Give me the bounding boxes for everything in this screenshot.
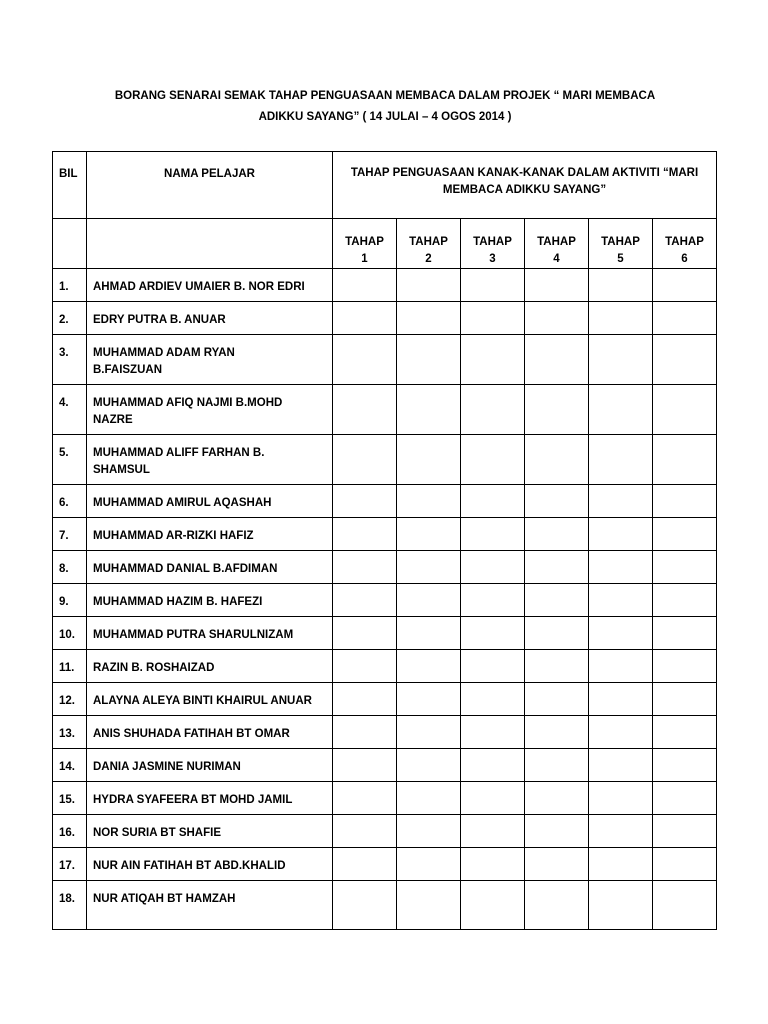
student-name (87, 749, 333, 782)
tahap-4-checkbox-cell[interactable] (525, 782, 589, 815)
tahap-1-checkbox-cell[interactable] (333, 435, 397, 485)
tahap-6-checkbox-cell[interactable] (653, 650, 717, 683)
student-name (87, 815, 333, 848)
tahap-3-checkbox-cell[interactable] (461, 335, 525, 385)
student-name-line1: NUR AIN FATIHAH BT ABD.KHALID (93, 860, 286, 872)
tahap-group-header (333, 152, 717, 219)
tahap-5-checkbox-cell[interactable] (589, 435, 653, 485)
tahap-5-checkbox-cell[interactable] (589, 335, 653, 385)
tahap-5-checkbox-cell[interactable] (589, 617, 653, 650)
form-title-line1: BORANG SENARAI SEMAK TAHAP PENGUASAAN MEMBACA DALAM PROJEK “ MARI MEMBACA (114, 90, 656, 102)
student-name (87, 302, 333, 335)
tahap-5-checkbox-cell[interactable] (589, 749, 653, 782)
tahap-6-checkbox-cell[interactable] (653, 848, 717, 881)
student-name-line1: HYDRA SYAFEERA BT MOHD JAMIL (93, 794, 293, 806)
tahap-4-checkbox-cell[interactable] (525, 716, 589, 749)
tahap-3-checkbox-cell[interactable] (461, 302, 525, 335)
tahap-6-checkbox-cell[interactable] (653, 815, 717, 848)
bil-header: BIL (53, 152, 87, 219)
student-name-line1: RAZIN B. ROSHAIZAD (93, 662, 215, 674)
tahap-6-checkbox-cell[interactable] (653, 584, 717, 617)
tahap-label: TAHAP (665, 236, 704, 248)
student-name (87, 617, 333, 650)
student-row (53, 749, 717, 782)
tahap-4-checkbox-cell[interactable] (525, 617, 589, 650)
tahap-6-checkbox-cell[interactable] (653, 716, 717, 749)
student-name-line1: MUHAMMAD PUTRA SHARULNIZAM (93, 629, 294, 641)
tahap-label: TAHAP (409, 236, 448, 248)
tahap-5-checkbox-cell[interactable] (589, 269, 653, 302)
student-bil: 7. (53, 518, 87, 551)
tahap-1-checkbox-cell[interactable] (333, 485, 397, 518)
tahap-5-checkbox-cell[interactable] (589, 584, 653, 617)
tahap-1-checkbox-cell[interactable] (333, 385, 397, 435)
form-title (60, 86, 710, 128)
bil-subheader-empty (53, 219, 87, 269)
tahap-4-checkbox-cell[interactable] (525, 302, 589, 335)
checklist-table (52, 151, 717, 930)
student-bil: 18. (53, 881, 87, 930)
tahap-5-checkbox-cell[interactable] (589, 518, 653, 551)
tahap-5-checkbox-cell[interactable] (589, 848, 653, 881)
tahap-6-header (653, 219, 717, 269)
tahap-2-checkbox-cell[interactable] (397, 848, 461, 881)
tahap-3-checkbox-cell[interactable] (461, 782, 525, 815)
tahap-2-checkbox-cell[interactable] (397, 650, 461, 683)
student-bil: 2. (53, 302, 87, 335)
tahap-1-checkbox-cell[interactable] (333, 848, 397, 881)
student-name (87, 518, 333, 551)
tahap-5-checkbox-cell[interactable] (589, 683, 653, 716)
student-row (53, 584, 717, 617)
nama-pelajar-header: NAMA PELAJAR (87, 152, 333, 219)
tahap-2-checkbox-cell[interactable] (397, 815, 461, 848)
student-name (87, 335, 333, 385)
tahap-2-checkbox-cell[interactable] (397, 881, 461, 930)
student-row (53, 848, 717, 881)
tahap-5-checkbox-cell[interactable] (589, 385, 653, 435)
tahap-3-checkbox-cell[interactable] (461, 518, 525, 551)
tahap-number: 6 (681, 253, 688, 265)
student-name (87, 551, 333, 584)
tahap-3-checkbox-cell[interactable] (461, 385, 525, 435)
tahap-3-checkbox-cell[interactable] (461, 269, 525, 302)
tahap-4-checkbox-cell[interactable] (525, 584, 589, 617)
tahap-number: 3 (489, 253, 496, 265)
tahap-3-checkbox-cell[interactable] (461, 815, 525, 848)
tahap-2-checkbox-cell[interactable] (397, 335, 461, 385)
student-name-line1: ANIS SHUHADA FATIHAH BT OMAR (93, 728, 290, 740)
student-bil: 4. (53, 385, 87, 435)
tahap-1-header (333, 219, 397, 269)
student-name (87, 782, 333, 815)
student-name-line1: MUHAMMAD AMIRUL AQASHAH (93, 497, 272, 509)
tahap-1-checkbox-cell[interactable] (333, 302, 397, 335)
student-name-line1: AHMAD ARDIEV UMAIER B. NOR EDRI (93, 281, 305, 293)
tahap-3-checkbox-cell[interactable] (461, 584, 525, 617)
student-bil: 15. (53, 782, 87, 815)
tahap-2-checkbox-cell[interactable] (397, 716, 461, 749)
tahap-1-checkbox-cell[interactable] (333, 617, 397, 650)
student-bil: 9. (53, 584, 87, 617)
student-name (87, 650, 333, 683)
tahap-6-checkbox-cell[interactable] (653, 435, 717, 485)
student-row (53, 782, 717, 815)
tahap-label: TAHAP (601, 236, 640, 248)
tahap-4-checkbox-cell[interactable] (525, 518, 589, 551)
tahap-number: 1 (361, 253, 368, 265)
tahap-2-checkbox-cell[interactable] (397, 551, 461, 584)
tahap-label: TAHAP (345, 236, 384, 248)
tahap-4-checkbox-cell[interactable] (525, 848, 589, 881)
student-name-line1: MUHAMMAD DANIAL B.AFDIMAN (93, 563, 278, 575)
tahap-2-checkbox-cell[interactable] (397, 269, 461, 302)
student-name (87, 485, 333, 518)
tahap-4-checkbox-cell[interactable] (525, 551, 589, 584)
student-name-line1: MUHAMMAD AFIQ NAJMI B.MOHD (93, 397, 283, 409)
tahap-4-checkbox-cell[interactable] (525, 385, 589, 435)
student-name-line1: MUHAMMAD ALIFF FARHAN B. (93, 447, 265, 459)
student-name-line2: SHAMSUL (93, 464, 150, 476)
tahap-number: 4 (553, 253, 560, 265)
student-row (53, 385, 717, 435)
student-name-line2: NAZRE (93, 414, 133, 426)
tahap-group-header-line2: MEMBACA ADIKKU SAYANG” (442, 184, 607, 196)
tahap-4-checkbox-cell[interactable] (525, 650, 589, 683)
tahap-3-checkbox-cell[interactable] (461, 551, 525, 584)
tahap-4-checkbox-cell[interactable] (525, 683, 589, 716)
student-name (87, 435, 333, 485)
student-bil: 11. (53, 650, 87, 683)
student-bil: 3. (53, 335, 87, 385)
header-row-2 (53, 219, 717, 269)
tahap-6-checkbox-cell[interactable] (653, 782, 717, 815)
tahap-4-header (525, 219, 589, 269)
tahap-5-checkbox-cell[interactable] (589, 815, 653, 848)
student-row (53, 335, 717, 385)
tahap-4-checkbox-cell[interactable] (525, 435, 589, 485)
student-row (53, 716, 717, 749)
tahap-6-checkbox-cell[interactable] (653, 335, 717, 385)
student-name-line1: MUHAMMAD HAZIM B. HAFEZI (93, 596, 263, 608)
tahap-2-checkbox-cell[interactable] (397, 683, 461, 716)
student-row (53, 683, 717, 716)
tahap-5-checkbox-cell[interactable] (589, 302, 653, 335)
tahap-5-checkbox-cell[interactable] (589, 485, 653, 518)
header-row-1 (53, 152, 717, 219)
student-bil: 14. (53, 749, 87, 782)
tahap-4-checkbox-cell[interactable] (525, 749, 589, 782)
tahap-5-checkbox-cell[interactable] (589, 716, 653, 749)
student-row (53, 881, 717, 930)
tahap-2-header (397, 219, 461, 269)
student-name-line1: NOR SURIA BT SHAFIE (93, 827, 221, 839)
tahap-6-checkbox-cell[interactable] (653, 683, 717, 716)
student-name-line1: NUR ATIQAH BT HAMZAH (93, 893, 236, 905)
student-bil: 1. (53, 269, 87, 302)
student-row (53, 485, 717, 518)
tahap-3-checkbox-cell[interactable] (461, 716, 525, 749)
student-name (87, 584, 333, 617)
tahap-4-checkbox-cell[interactable] (525, 881, 589, 930)
student-row (53, 551, 717, 584)
student-name-line1: EDRY PUTRA B. ANUAR (93, 314, 226, 326)
tahap-4-checkbox-cell[interactable] (525, 815, 589, 848)
student-row (53, 302, 717, 335)
tahap-2-checkbox-cell[interactable] (397, 302, 461, 335)
tahap-1-checkbox-cell[interactable] (333, 335, 397, 385)
student-row (53, 269, 717, 302)
student-bil: 8. (53, 551, 87, 584)
tahap-3-checkbox-cell[interactable] (461, 485, 525, 518)
tahap-6-checkbox-cell[interactable] (653, 518, 717, 551)
tahap-3-checkbox-cell[interactable] (461, 848, 525, 881)
tahap-5-checkbox-cell[interactable] (589, 881, 653, 930)
tahap-2-checkbox-cell[interactable] (397, 617, 461, 650)
student-name (87, 716, 333, 749)
student-bil: 6. (53, 485, 87, 518)
student-bil: 17. (53, 848, 87, 881)
student-name (87, 269, 333, 302)
tahap-label: TAHAP (537, 236, 576, 248)
student-bil: 12. (53, 683, 87, 716)
tahap-1-checkbox-cell[interactable] (333, 749, 397, 782)
tahap-5-checkbox-cell[interactable] (589, 782, 653, 815)
nama-subheader-empty (87, 219, 333, 269)
tahap-number: 5 (617, 253, 624, 265)
student-name-line2: B.FAISZUAN (93, 364, 162, 376)
student-name (87, 683, 333, 716)
tahap-5-checkbox-cell[interactable] (589, 650, 653, 683)
student-name-line1: DANIA JASMINE NURIMAN (93, 761, 241, 773)
tahap-6-checkbox-cell[interactable] (653, 485, 717, 518)
tahap-1-checkbox-cell[interactable] (333, 269, 397, 302)
tahap-1-checkbox-cell[interactable] (333, 551, 397, 584)
tahap-6-checkbox-cell[interactable] (653, 749, 717, 782)
tahap-1-checkbox-cell[interactable] (333, 716, 397, 749)
tahap-2-checkbox-cell[interactable] (397, 584, 461, 617)
tahap-group-header-line1: TAHAP PENGUASAAN KANAK-KANAK DALAM AKTIVITI “MARI (350, 167, 699, 179)
student-name-line1: MUHAMMAD AR-RIZKI HAFIZ (93, 530, 254, 542)
tahap-3-header (461, 219, 525, 269)
student-name-line1: ALAYNA ALEYA BINTI KHAIRUL ANUAR (93, 695, 312, 707)
student-name-line1: MUHAMMAD ADAM RYAN (93, 347, 235, 359)
student-bil: 10. (53, 617, 87, 650)
student-name (87, 881, 333, 930)
student-bil: 16. (53, 815, 87, 848)
tahap-3-checkbox-cell[interactable] (461, 617, 525, 650)
tahap-1-checkbox-cell[interactable] (333, 518, 397, 551)
tahap-1-checkbox-cell[interactable] (333, 782, 397, 815)
tahap-3-checkbox-cell[interactable] (461, 749, 525, 782)
tahap-2-checkbox-cell[interactable] (397, 385, 461, 435)
student-bil: 5. (53, 435, 87, 485)
tahap-6-checkbox-cell[interactable] (653, 385, 717, 435)
tahap-4-checkbox-cell[interactable] (525, 269, 589, 302)
tahap-1-checkbox-cell[interactable] (333, 815, 397, 848)
student-name (87, 385, 333, 435)
tahap-2-checkbox-cell[interactable] (397, 518, 461, 551)
student-bil: 13. (53, 716, 87, 749)
tahap-1-checkbox-cell[interactable] (333, 584, 397, 617)
tahap-5-header (589, 219, 653, 269)
tahap-2-checkbox-cell[interactable] (397, 435, 461, 485)
tahap-3-checkbox-cell[interactable] (461, 650, 525, 683)
tahap-3-checkbox-cell[interactable] (461, 881, 525, 930)
tahap-6-checkbox-cell[interactable] (653, 617, 717, 650)
tahap-1-checkbox-cell[interactable] (333, 683, 397, 716)
tahap-4-checkbox-cell[interactable] (525, 335, 589, 385)
tahap-label: TAHAP (473, 236, 512, 248)
tahap-3-checkbox-cell[interactable] (461, 435, 525, 485)
tahap-6-checkbox-cell[interactable] (653, 551, 717, 584)
student-row (53, 815, 717, 848)
form-title-line2: ADIKKU SAYANG” ( 14 JULAI – 4 OGOS 2014 ) (258, 111, 512, 123)
tahap-number: 2 (425, 253, 432, 265)
tahap-1-checkbox-cell[interactable] (333, 650, 397, 683)
tahap-2-checkbox-cell[interactable] (397, 782, 461, 815)
tahap-2-checkbox-cell[interactable] (397, 485, 461, 518)
student-row (53, 518, 717, 551)
tahap-4-checkbox-cell[interactable] (525, 485, 589, 518)
tahap-2-checkbox-cell[interactable] (397, 749, 461, 782)
student-name (87, 848, 333, 881)
tahap-3-checkbox-cell[interactable] (461, 683, 525, 716)
student-row (53, 435, 717, 485)
tahap-6-checkbox-cell[interactable] (653, 302, 717, 335)
tahap-5-checkbox-cell[interactable] (589, 551, 653, 584)
student-row (53, 617, 717, 650)
tahap-1-checkbox-cell[interactable] (333, 881, 397, 930)
tahap-6-checkbox-cell[interactable] (653, 881, 717, 930)
tahap-6-checkbox-cell[interactable] (653, 269, 717, 302)
student-row (53, 650, 717, 683)
